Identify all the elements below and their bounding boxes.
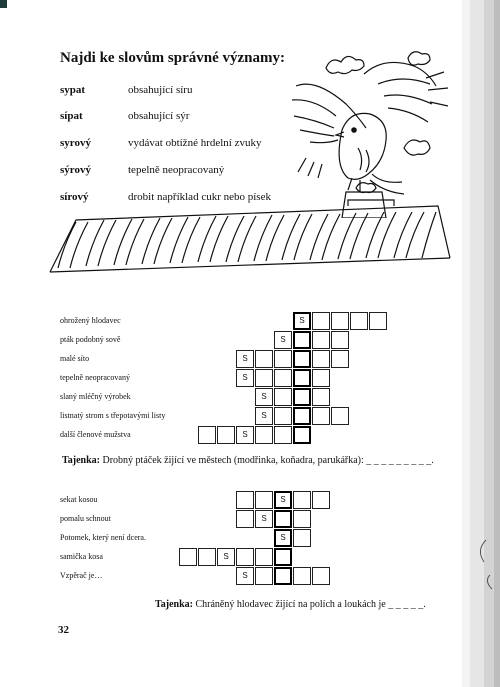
crossword2-cell[interactable] xyxy=(293,510,311,528)
crossword1-cell[interactable]: S xyxy=(274,331,292,349)
match-word-3: syrový xyxy=(60,137,91,149)
crossword2-cell[interactable] xyxy=(312,567,330,585)
crossword1-cell[interactable] xyxy=(293,388,311,406)
crossword1-cell[interactable] xyxy=(312,388,330,406)
crossword2-clue-3: Potomek, který není dcera. xyxy=(60,533,146,542)
match-meaning-5: drobit například cukr nebo písek xyxy=(128,191,271,203)
crossword2-clue-5: Vzpěrač je… xyxy=(60,571,103,580)
crossword1-cell[interactable] xyxy=(274,388,292,406)
crossword2-cell[interactable] xyxy=(236,491,254,509)
crossword1-tajenka-label: Tajenka: xyxy=(62,455,100,466)
crossword2-cell[interactable] xyxy=(236,548,254,566)
crossword1-cell[interactable] xyxy=(350,312,368,330)
crossword1-cell[interactable] xyxy=(331,407,349,425)
match-word-1: sypat xyxy=(60,84,86,96)
crossword1-cell[interactable] xyxy=(293,350,311,368)
crossword1-cell[interactable] xyxy=(198,426,216,444)
crossword2-cell[interactable] xyxy=(293,491,311,509)
crossword2-clue-1: sekat kosou xyxy=(60,495,98,504)
crossword2-clue-4: samička kosa xyxy=(60,552,103,561)
crossword1-cell[interactable] xyxy=(293,426,311,444)
crossword2-clue-2: pomalu schnout xyxy=(60,514,111,523)
crossword2-tajenka xyxy=(155,599,426,610)
crossword1-clue-5: slaný mléčný výrobek xyxy=(60,392,131,401)
crossword2-cell[interactable] xyxy=(255,491,273,509)
page-number: 32 xyxy=(58,624,69,636)
match-word-4: sýrový xyxy=(60,164,91,176)
match-word-2: sípat xyxy=(60,110,83,122)
match-meaning-1: obsahující síru xyxy=(128,84,193,96)
crossword2-cell[interactable] xyxy=(293,529,311,547)
page-title: Najdi ke slovům správné významy: xyxy=(60,50,286,66)
match-word-5: sírový xyxy=(60,191,89,203)
crossword1-cell[interactable] xyxy=(255,426,273,444)
crossword1-cell[interactable] xyxy=(255,369,273,387)
crossword1-cell[interactable]: S xyxy=(293,312,311,330)
crossword1-cell[interactable] xyxy=(274,350,292,368)
crossword2-cell[interactable] xyxy=(293,567,311,585)
crossword2-cell[interactable] xyxy=(255,548,273,566)
crossword1-tajenka xyxy=(62,455,434,466)
crossword2-cell[interactable] xyxy=(274,567,292,585)
crossword2-cell[interactable] xyxy=(274,510,292,528)
crossword2-cell[interactable] xyxy=(274,548,292,566)
bird-illustration xyxy=(286,38,456,218)
crossword1-clue-7: další členové mužstva xyxy=(60,430,131,439)
crossword1-cell[interactable] xyxy=(274,407,292,425)
crossword1-cell[interactable] xyxy=(312,312,330,330)
crossword1-clue-3: malé síto xyxy=(60,354,90,363)
crossword1-cell[interactable] xyxy=(274,369,292,387)
crossword1-clue-4: tepelně neopracovaný xyxy=(60,373,130,382)
crossword2-cell[interactable]: S xyxy=(217,548,235,566)
crossword1-cell[interactable]: S xyxy=(236,426,254,444)
crossword1-clue-2: pták podobný sově xyxy=(60,335,121,344)
crossword2-tajenka-label: Tajenka: xyxy=(155,599,193,610)
crossword1-cell[interactable] xyxy=(312,369,330,387)
crossword2-cell[interactable] xyxy=(236,510,254,528)
crossword2-cell[interactable]: S xyxy=(255,510,273,528)
crossword2-cell[interactable] xyxy=(198,548,216,566)
crossword1-cell[interactable] xyxy=(312,350,330,368)
crossword1-cell[interactable] xyxy=(312,407,330,425)
crossword1-cell[interactable]: S xyxy=(236,350,254,368)
crossword1-cell[interactable]: S xyxy=(236,369,254,387)
crossword1-cell[interactable] xyxy=(312,331,330,349)
crossword1-cell[interactable] xyxy=(293,407,311,425)
match-meaning-3: vydávat obtížné hrdelní zvuky xyxy=(128,137,262,149)
crossword1-cell[interactable] xyxy=(293,369,311,387)
crossword1-cell[interactable]: S xyxy=(255,407,273,425)
match-meaning-2: obsahující sýr xyxy=(128,110,190,122)
crossword1-clue-1: ohrožený hlodavec xyxy=(60,316,121,325)
crossword1-cell[interactable] xyxy=(331,312,349,330)
crossword1-cell[interactable] xyxy=(331,350,349,368)
crossword2-cell[interactable]: S xyxy=(236,567,254,585)
crossword1-cell[interactable] xyxy=(293,331,311,349)
crossword1-cell[interactable] xyxy=(217,426,235,444)
crossword2-cell[interactable]: S xyxy=(274,529,292,547)
crossword1-tajenka-text: Drobný ptáček žijící ve městech (modřinka, koňadra, parukářka): _ _ _ _ _ _ _ _ _. xyxy=(102,455,434,466)
crossword1-clue-6: listnatý strom s třepotavými listy xyxy=(60,411,166,420)
crossword1-cell[interactable] xyxy=(255,350,273,368)
crossword1-cell[interactable] xyxy=(331,331,349,349)
crossword2-cell[interactable] xyxy=(179,548,197,566)
crossword1-cell[interactable]: S xyxy=(255,388,273,406)
match-meaning-4: tepelně neopracovaný xyxy=(128,164,225,176)
crossword2-cell[interactable] xyxy=(312,491,330,509)
crossword1-cell[interactable] xyxy=(369,312,387,330)
crossword1-cell[interactable] xyxy=(274,426,292,444)
crossword2-tajenka-text: Chráněný hlodavec žijící na polích a loukách je _ _ _ _ _. xyxy=(195,599,426,610)
crossword2-cell[interactable]: S xyxy=(274,491,292,509)
crossword2-cell[interactable] xyxy=(255,567,273,585)
roof-tiles-illustration xyxy=(46,198,456,298)
